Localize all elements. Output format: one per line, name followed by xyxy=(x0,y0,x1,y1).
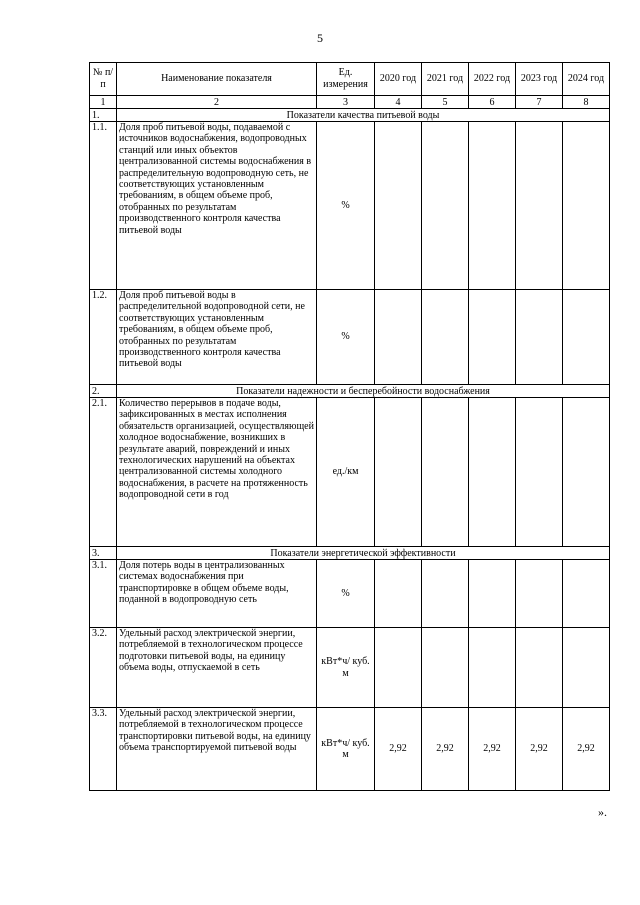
section-num: 3. xyxy=(90,547,117,560)
indicator-name: Удельный расход электрической энергии, потребляемой в технологическом процессе транспортировки питьевой воды, на единицу объема транспортируемой питьевой воды xyxy=(117,708,317,791)
indicator-value-2023 xyxy=(516,398,563,547)
indicator-name: Доля проб питьевой воды, подаваемой с источников водоснабжения, водопроводных станций или иных объектов централизованной системы водоснабжения в распределительную водопроводную сеть, не соответствующих установленным требованиям, в общем объеме проб, отобранных по результатам производственного контроля качества питьевой воды xyxy=(117,122,317,290)
indicators-table xyxy=(89,62,610,791)
indicator-row xyxy=(90,398,610,547)
indicator-value-2020 xyxy=(375,560,422,628)
header-year-2022: 2022 год xyxy=(469,63,516,96)
indicator-name: Доля потерь воды в централизованных системах водоснабжения при транспортировке в общем объеме воды, поданной в водопроводную сеть xyxy=(117,560,317,628)
column-index: 5 xyxy=(422,96,469,109)
column-index: 7 xyxy=(516,96,563,109)
indicator-row xyxy=(90,628,610,708)
column-index-row xyxy=(90,96,610,109)
section-title: Показатели качества питьевой воды xyxy=(117,109,610,122)
indicator-value-2020 xyxy=(375,628,422,708)
indicator-value-2022 xyxy=(469,560,516,628)
indicator-value-2022: 2,92 xyxy=(469,708,516,791)
indicator-value-2021: 2,92 xyxy=(422,708,469,791)
section-row xyxy=(90,109,610,122)
indicator-value-2024: 2,92 xyxy=(563,708,610,791)
column-index: 1 xyxy=(90,96,117,109)
header-year-2023: 2023 год xyxy=(516,63,563,96)
indicator-num: 2.1. xyxy=(90,398,117,547)
header-year-2020: 2020 год xyxy=(375,63,422,96)
indicator-value-2023 xyxy=(516,290,563,385)
indicator-num: 3.2. xyxy=(90,628,117,708)
indicator-unit: % xyxy=(317,560,375,628)
indicator-value-2020 xyxy=(375,290,422,385)
indicator-value-2024 xyxy=(563,628,610,708)
indicator-value-2024 xyxy=(563,122,610,290)
column-index: 6 xyxy=(469,96,516,109)
section-num: 2. xyxy=(90,385,117,398)
header-num: № п/п xyxy=(90,63,117,96)
indicator-name: Количество перерывов в подаче воды, зафиксированных в местах исполнения обязательств организацией, осуществляющей холодное водоснабжение, возникших в результате аварий, повреждений и иных технологических нарушений на объектах централизованной системы холодного водоснабжения, в расчете на протяженность водопроводной сети в год xyxy=(117,398,317,547)
header-name: Наименование показателя xyxy=(117,63,317,96)
indicator-value-2020 xyxy=(375,122,422,290)
indicator-value-2024 xyxy=(563,290,610,385)
indicator-unit: % xyxy=(317,290,375,385)
column-index: 3 xyxy=(317,96,375,109)
indicator-value-2022 xyxy=(469,398,516,547)
indicator-value-2021 xyxy=(422,290,469,385)
indicator-value-2021 xyxy=(422,628,469,708)
indicator-value-2020: 2,92 xyxy=(375,708,422,791)
indicator-value-2022 xyxy=(469,122,516,290)
indicator-value-2022 xyxy=(469,628,516,708)
indicator-value-2023: 2,92 xyxy=(516,708,563,791)
indicator-value-2023 xyxy=(516,122,563,290)
indicator-num: 1.1. xyxy=(90,122,117,290)
header-year-2021: 2021 год xyxy=(422,63,469,96)
column-index: 8 xyxy=(563,96,610,109)
header-row xyxy=(90,63,610,96)
page-number: 5 xyxy=(317,31,323,45)
indicator-value-2024 xyxy=(563,560,610,628)
header-unit: Ед. измерения xyxy=(317,63,375,96)
indicator-value-2024 xyxy=(563,398,610,547)
indicator-name: Удельный расход электрической энергии, потребляемой в технологическом процессе подготовки питьевой воды, на единицу объема воды, отпускаемой в сеть xyxy=(117,628,317,708)
indicator-unit: % xyxy=(317,122,375,290)
indicator-row xyxy=(90,708,610,791)
indicator-num: 1.2. xyxy=(90,290,117,385)
indicator-unit: ед./км xyxy=(317,398,375,547)
indicator-name: Доля проб питьевой воды в распределительной водопроводной сети, не соответствующих установленным требованиям, в общем объеме проб, отобранных по результатам производственного контроля качества питьевой воды xyxy=(117,290,317,385)
indicator-value-2021 xyxy=(422,560,469,628)
section-row xyxy=(90,385,610,398)
indicator-unit: кВт*ч/ куб. м xyxy=(317,628,375,708)
section-num: 1. xyxy=(90,109,117,122)
column-index: 2 xyxy=(117,96,317,109)
header-year-2024: 2024 год xyxy=(563,63,610,96)
indicator-row xyxy=(90,122,610,290)
indicator-row xyxy=(90,560,610,628)
indicator-value-2023 xyxy=(516,628,563,708)
indicator-unit: кВт*ч/ куб. м xyxy=(317,708,375,791)
indicator-num: 3.3. xyxy=(90,708,117,791)
section-title: Показатели надежности и бесперебойности водоснабжения xyxy=(117,385,610,398)
closing-quote-mark: ». xyxy=(598,805,607,819)
indicator-value-2021 xyxy=(422,398,469,547)
indicator-num: 3.1. xyxy=(90,560,117,628)
indicator-value-2023 xyxy=(516,560,563,628)
section-title: Показатели энергетической эффективности xyxy=(117,547,610,560)
section-row xyxy=(90,547,610,560)
column-index: 4 xyxy=(375,96,422,109)
indicator-value-2022 xyxy=(469,290,516,385)
indicator-row xyxy=(90,290,610,385)
indicator-value-2020 xyxy=(375,398,422,547)
indicator-value-2021 xyxy=(422,122,469,290)
